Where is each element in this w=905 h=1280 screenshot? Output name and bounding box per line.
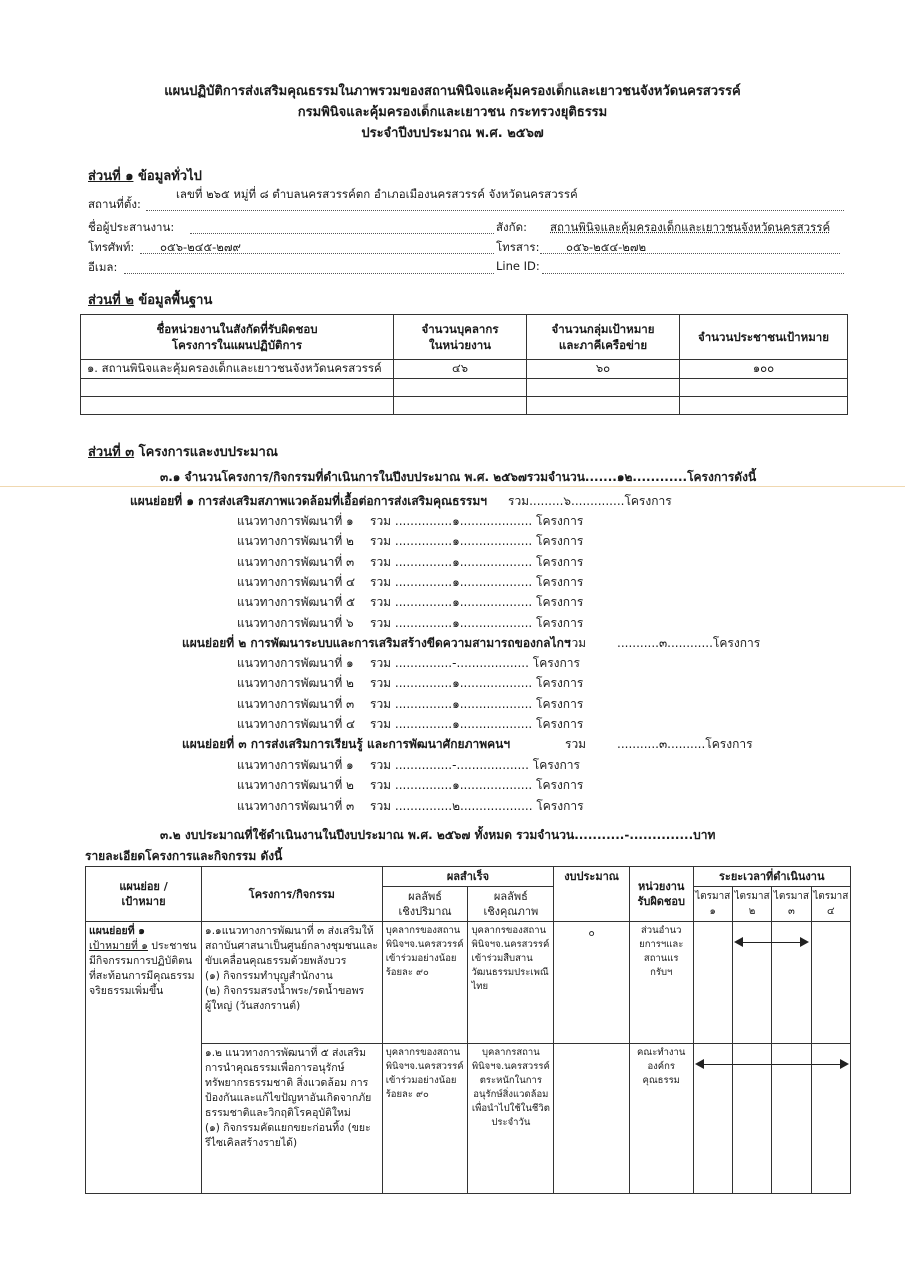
plan1-title: แผนย่อยที่ ๑ การส่งเสริมสภาพแวดล้อมที่เอื้อต่อการส่งเสริมคุณธรรมฯ bbox=[130, 494, 488, 508]
plan2-guideline-3-total: รวม ...............๑................... โครงการ bbox=[370, 696, 584, 711]
section-3-2: ๓.๒ งบประมาณที่ใช้ดำเนินงานในปีงบประมาณ พ.ศ. ๒๕๖๗ ทั้งหมด รวมจำนวน...........-..............บาท bbox=[160, 828, 716, 842]
cell-project: ๑.๑แนวทางการพัฒนาที่ ๓ ส่งเสริมให้สถาบันศาสนาเป็นศูนย์กลางชุมชนและขับเคลื่อนคุณธรรมด้วยพลังบวร (๑) กิจกรรมทำบุญสำนักงาน (๒) กิจกรรมสรงน้ำพระ/รดน้ำขอพรผู้ใหญ่ (วันสงกรานต์) bbox=[202, 922, 383, 1044]
col-header-budget: งบประมาณ bbox=[554, 867, 630, 922]
cell-target-group bbox=[527, 379, 680, 397]
cell-responsible-unit: ส่วนอำนวยการฯและสถานแรกรับฯ bbox=[629, 922, 693, 1044]
cell-responsible-unit: คณะทำงานองค์กรคุณธรรม bbox=[629, 1044, 693, 1194]
part3-heading-title: โครงการและงบประมาณ bbox=[138, 445, 278, 460]
plan1-guideline-1-total: รวม ...............๑................... โครงการ bbox=[370, 514, 584, 528]
coordinator-label: ชื่อผู้ประสานงาน: bbox=[88, 220, 175, 234]
cell-budget bbox=[554, 1044, 630, 1194]
plan-cell-target-label: เป้าหมายที่ ๑ bbox=[89, 940, 148, 952]
cell-q4 bbox=[811, 922, 850, 1044]
plan3-total: ...........๓..........โครงการ bbox=[617, 737, 753, 751]
arrow-left-icon bbox=[695, 1059, 704, 1069]
line-id-dotted-line bbox=[542, 273, 844, 274]
plan-cell-target bbox=[89, 939, 198, 999]
cell-target-group: ๖๐ bbox=[527, 360, 680, 379]
document-title-line-2: กรมพินิจและคุ้มครองเด็กและเยาวชน กระทรวงยุติธรรม bbox=[297, 105, 608, 120]
part1-heading-prefix: ส่วนที่ ๑ bbox=[88, 169, 134, 184]
col-header-output: ผลลัพธ์ เชิงปริมาณ bbox=[382, 887, 468, 922]
timeline-arrow-line bbox=[736, 942, 807, 943]
plan2-total: ...........๓............โครงการ bbox=[617, 636, 761, 650]
cell-staff-count: ๔๖ bbox=[394, 360, 527, 379]
basic-info-table bbox=[80, 314, 848, 415]
part2-heading bbox=[88, 289, 212, 310]
arrow-right-icon bbox=[840, 1059, 849, 1069]
arrow-left-icon bbox=[734, 937, 743, 947]
email-dotted-line bbox=[124, 273, 494, 274]
address-value: เลขที่ ๒๖๕ หมู่ที่ ๘ ตำบลนครสวรรค์ตก อำเภอเมืองนครสวรรค์ จังหวัดนครสวรรค์ bbox=[176, 187, 578, 201]
col-header-staff-count: จำนวนบุคลากร ในหน่วยงาน bbox=[394, 315, 527, 360]
cell-public-target: ๑๐๐ bbox=[680, 360, 848, 379]
col-header-period: ระยะเวลาที่ดำเนินงาน bbox=[693, 867, 850, 887]
plan2-guideline-3-label: แนวทางการพัฒนาที่ ๓ bbox=[237, 696, 355, 711]
plan2-guideline-1-label: แนวทางการพัฒนาที่ ๑ bbox=[237, 656, 354, 670]
plan1-guideline-3-label: แนวทางการพัฒนาที่ ๓ bbox=[237, 554, 355, 569]
plan2-guideline-1-total: รวม ...............-................... โครงการ bbox=[370, 656, 580, 670]
basic-info-header-row bbox=[81, 315, 848, 360]
address-dotted-line bbox=[146, 210, 844, 211]
plan2-guideline-4-label: แนวทางการพัฒนาที่ ๔ bbox=[237, 716, 356, 731]
cell-plan-target bbox=[86, 922, 202, 1194]
plan2-mid: รวม bbox=[565, 636, 587, 650]
plan1-guideline-6-total: รวม ...............๑................... โครงการ bbox=[370, 615, 584, 630]
plan2-guideline-2-label: แนวทางการพัฒนาที่ ๒ bbox=[237, 676, 354, 691]
arrow-right-icon bbox=[800, 937, 809, 947]
cell-budget: ๐ bbox=[554, 922, 630, 1044]
address-label: สถานที่ตั้ง: bbox=[88, 197, 141, 211]
cell-q3 bbox=[772, 1044, 811, 1194]
cell-unit-name bbox=[81, 397, 394, 415]
cell-q1 bbox=[693, 922, 732, 1044]
col-header-results: ผลสำเร็จ bbox=[382, 867, 554, 887]
cell-public-target bbox=[680, 397, 848, 415]
part2-heading-title: ข้อมูลพื้นฐาน bbox=[138, 293, 213, 308]
document-title-line-3: ประจำปีงบประมาณ พ.ศ. ๒๕๖๗ bbox=[361, 126, 544, 141]
plan1-guideline-2-total: รวม ...............๑................... โครงการ bbox=[370, 534, 584, 549]
cell-outcome: บุคลากรของสถานพินิจฯจ.นครสวรรค์เข้าร่วมสืบสานวัฒนธรรมประเพณีไทย bbox=[468, 922, 554, 1044]
cell-unit-name: ๑. สถานพินิจและคุ้มครองเด็กและเยาวชนจังหวัดนครสวรรค์ bbox=[81, 360, 394, 379]
col-header-q4: ไตรมาส ๔ bbox=[811, 887, 850, 922]
cell-project: ๑.๒ แนวทางการพัฒนาที่ ๕ ส่งเสริมการนำคุณธรรมเพื่อการอนุรักษ์ทรัพยากรธรรมชาติ สิ่งแวดล้อม การป้องกันและแก้ไขปัญหาอันเกิดจากภัยธรรมชาติและวิกฤติโรคอุบัติใหม่ (๑) กิจกรรมคัดแยกขยะก่อนทิ้ง (ขยะรีไซเคิลสร้างรายได้) bbox=[202, 1044, 383, 1194]
col-header-responsible-unit: หน่วยงาน รับผิดชอบ bbox=[629, 867, 693, 922]
cell-output: บุคลากรของสถานพินิจฯจ.นครสวรรค์เข้าร่วมอย่างน้อยร้อยละ ๙๐ bbox=[382, 1044, 468, 1194]
plan-cell-target-text: ประชาชนมีกิจกรรมการปฏิบัติตนที่สะท้อนการมีคุณธรรมจริยธรรมเพิ่มขึ้น bbox=[89, 940, 197, 997]
phone-label: โทรศัพท์: bbox=[88, 240, 135, 254]
affiliation-value: สถานพินิจและคุ้มครองเด็กและเยาวชนจังหวัดนครสวรรค์ bbox=[550, 220, 831, 234]
phone-value: ๐๕๖-๒๔๕-๒๗๙ bbox=[160, 240, 241, 254]
col-header-outcome: ผลลัพธ์ เชิงคุณภาพ bbox=[468, 887, 554, 922]
col-header-q3: ไตรมาส ๓ bbox=[772, 887, 811, 922]
part1-heading bbox=[88, 165, 202, 186]
cell-target-group bbox=[527, 397, 680, 415]
fax-label: โทรสาร: bbox=[496, 240, 540, 254]
section-3-1: ๓.๑ จำนวนโครงการ/กิจกรรมที่ดำเนินการในปีงบประมาณ พ.ศ. ๒๕๖๗รวมจำนวน.......๑๒............โครงการดังนี้ bbox=[160, 470, 757, 484]
plan1-guideline-5-label: แนวทางการพัฒนาที่ ๕ bbox=[237, 595, 356, 610]
timeline-arrow-line bbox=[697, 1064, 846, 1065]
plan3-guideline-3-total: รวม ...............๒................... โครงการ bbox=[370, 798, 584, 813]
plan3-guideline-2-total: รวม ...............๑................... โครงการ bbox=[370, 778, 584, 793]
col-header-project: โครงการ/กิจกรรม bbox=[202, 867, 383, 922]
table-row bbox=[81, 379, 848, 397]
col-header-q2: ไตรมาส ๒ bbox=[732, 887, 771, 922]
email-label: อีเมล: bbox=[88, 260, 118, 274]
plan3-guideline-2-label: แนวทางการพัฒนาที่ ๒ bbox=[237, 778, 354, 793]
fax-value: ๐๕๖-๒๕๔-๒๗๒ bbox=[566, 240, 647, 254]
cell-public-target bbox=[680, 379, 848, 397]
cell-outcome: บุคลากรสถานพินิจฯจ.นครสวรรค์ตระหนักในการอนุรักษ์สิ่งแวดล้อมเพื่อนำไปใช้ในชีวิตประจำวัน bbox=[468, 1044, 554, 1194]
col-header-q1: ไตรมาส ๑ bbox=[693, 887, 732, 922]
col-header-plan-target: แผนย่อย / เป้าหมาย bbox=[86, 867, 202, 922]
col-header-unit-name: ชื่อหน่วยงานในสังกัดที่รับผิดชอบ โครงการในแผนปฏิบัติการ bbox=[81, 315, 394, 360]
plan1-guideline-4-total: รวม ...............๑................... โครงการ bbox=[370, 574, 584, 589]
coordinator-dotted-line bbox=[190, 233, 494, 234]
plan3-title: แผนย่อยที่ ๓ การส่งเสริมการเรียนรู้ และการพัฒนาศักยภาพคนฯ bbox=[182, 737, 511, 751]
col-header-public-target: จำนวนประชาชนเป้าหมาย bbox=[680, 315, 848, 360]
plan3-guideline-1-label: แนวทางการพัฒนาที่ ๑ bbox=[237, 758, 354, 772]
plan2-title: แผนย่อยที่ ๒ การพัฒนาระบบและการเสริมสร้างขีดความสามารถของกลไกฯ bbox=[182, 636, 571, 650]
cell-output: บุคลากรของสถานพินิจฯจ.นครสวรรค์เข้าร่วมอย่างน้อยร้อยละ ๙๐ bbox=[382, 922, 468, 1044]
plan2-guideline-4-total: รวม ...............๑................... โครงการ bbox=[370, 716, 584, 731]
affiliation-label: สังกัด: bbox=[496, 220, 527, 234]
plan3-mid: รวม bbox=[565, 737, 587, 751]
details-heading: รายละเอียดโครงการและกิจกรรม ดังนี้ bbox=[85, 849, 283, 863]
cell-staff-count bbox=[394, 379, 527, 397]
line-id-label: Line ID: bbox=[496, 259, 540, 273]
plan1-guideline-2-label: แนวทางการพัฒนาที่ ๒ bbox=[237, 534, 354, 549]
part1-heading-title: ข้อมูลทั่วไป bbox=[138, 169, 202, 184]
cell-q2 bbox=[732, 1044, 771, 1194]
plan1-total: รวม.........๖..............โครงการ bbox=[508, 494, 672, 508]
plan1-guideline-4-label: แนวทางการพัฒนาที่ ๔ bbox=[237, 574, 356, 589]
plan2-guideline-2-total: รวม ...............๑................... โครงการ bbox=[370, 676, 584, 691]
cell-unit-name bbox=[81, 379, 394, 397]
document-title-line-1: แผนปฏิบัติการส่งเสริมคุณธรรมในภาพรวมของสถานพินิจและคุ้มครองเด็กและเยาวชนจังหวัดนครสวรรค์ bbox=[164, 84, 741, 99]
plan3-guideline-3-label: แนวทางการพัฒนาที่ ๓ bbox=[237, 798, 355, 813]
plan1-guideline-1-label: แนวทางการพัฒนาที่ ๑ bbox=[237, 514, 354, 528]
plan1-guideline-3-total: รวม ...............๑................... โครงการ bbox=[370, 554, 584, 569]
cell-staff-count bbox=[394, 397, 527, 415]
project-detail-table bbox=[85, 866, 851, 1194]
table-row bbox=[81, 360, 848, 379]
plan1-guideline-5-total: รวม ...............๑................... โครงการ bbox=[370, 595, 584, 610]
part3-heading-prefix: ส่วนที่ ๓ bbox=[88, 445, 135, 460]
table-row bbox=[81, 397, 848, 415]
part3-heading bbox=[88, 441, 278, 462]
detail-header-row-1 bbox=[86, 867, 851, 887]
part2-heading-prefix: ส่วนที่ ๒ bbox=[88, 293, 134, 308]
col-header-target-group: จำนวนกลุ่มเป้าหมาย และภาคีเครือข่าย bbox=[527, 315, 680, 360]
plan-cell-title: แผนย่อยที่ ๑ bbox=[89, 925, 145, 937]
plan3-guideline-1-total: รวม ...............-................... โครงการ bbox=[370, 758, 580, 772]
plan1-guideline-6-label: แนวทางการพัฒนาที่ ๖ bbox=[237, 615, 354, 630]
